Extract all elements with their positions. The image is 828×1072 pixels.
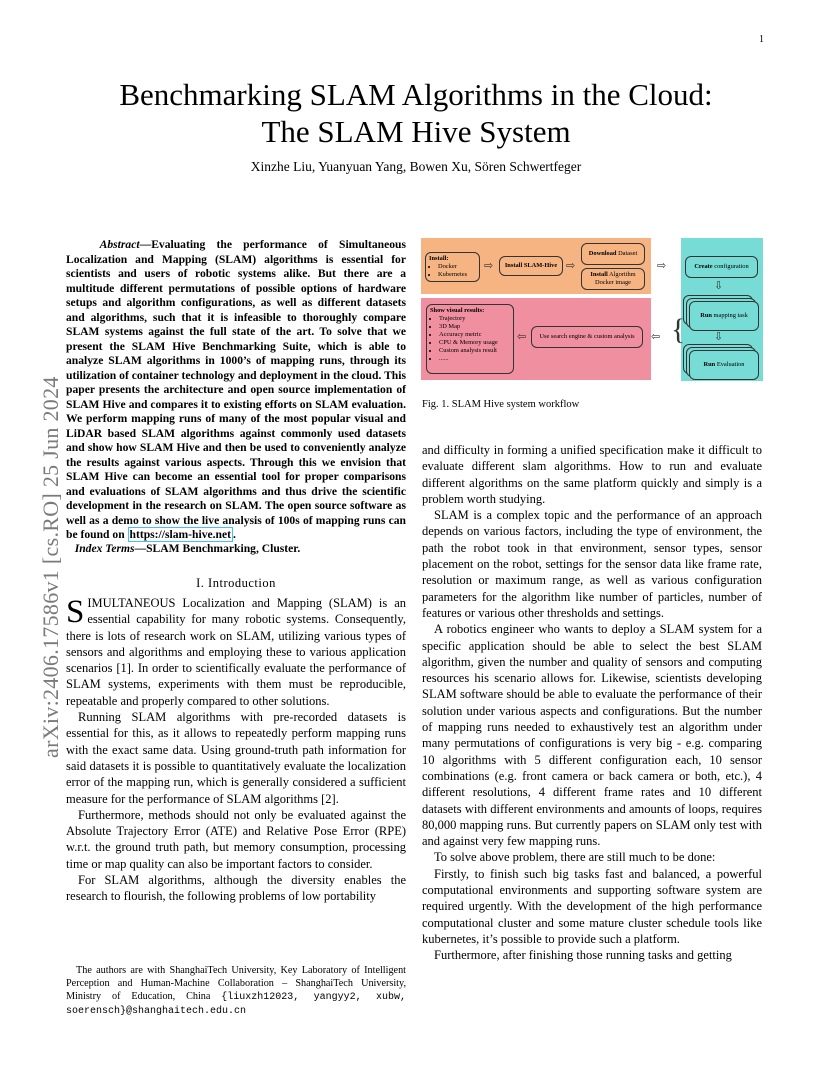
- title-line-1: Benchmarking SLAM Algorithms in the Cloud:: [119, 77, 713, 112]
- run-mapping-box: [689, 301, 759, 331]
- page-number: 1: [759, 34, 764, 45]
- install-algorithm-bold: Install: [590, 271, 608, 278]
- figure-caption: Fig. 1. SLAM Hive system workflow: [422, 399, 580, 410]
- install-item: • Kubernetes: [438, 271, 476, 279]
- install-item: • Docker: [438, 263, 476, 271]
- install-algorithm-rest: Algorithm Docker image: [594, 271, 636, 286]
- arrow-down-icon: ⇩: [714, 280, 724, 292]
- download-dataset-box: [581, 243, 645, 265]
- body-paragraph: A robotics engineer who wants to deploy a SLAM system for a specific application should be able to select the best SLAM algorithm, given the number and quality of sensors and computing resources his scenario allows for. Likewise, scientists developing SLAM software should be able to evaluate the performance of their solution under various aspects and configurations. But the number of mapping runs needed to exhaustively test an algorithm under many permutations of configurations is very big - e.g. comparing 10 algorithms with 5 different configuration each, 10 sensor combinations (e.g. front camera or back camera or both, etc.), 4 different resolutions, 4 different frame rates and 10 different datasets with different environments and amounts of loops, requires 80,000 mapping runs. But currently papers on SLAM only test with and against very few mapping runs.: [422, 622, 762, 849]
- result-item: • ......: [439, 355, 510, 363]
- footnote-emails: {liuxzh12023, yangyy2, xubw, soerensch}@shanghaitech.edu.cn: [66, 992, 406, 1017]
- arrow-left-icon: ⇦: [517, 331, 527, 343]
- body-paragraph: Furthermore, after finishing those running tasks and getting: [434, 948, 732, 963]
- arxiv-stamp: arXiv:2406.17586v1 [cs.RO] 25 Jun 2024: [38, 376, 63, 758]
- section-heading: I. Introduction: [196, 576, 276, 590]
- arrow-down-icon: ⇩: [714, 331, 724, 343]
- body-paragraph: SLAM is a complex topic and the performance of an approach depends on various factors, including the type of environment, the path the robot took in that environment, sensor types, sensor placement on the robot, settings for the sensor data like frame rate, resolution or maximum range, as well as various configuration parameters for the algorithm like number of particles, number of features or various other thresholds and settings.: [422, 508, 762, 620]
- download-bold: Download: [588, 250, 617, 257]
- abstract-end: .: [233, 528, 236, 541]
- run-mapping-bold: Run: [700, 312, 712, 319]
- show-results-box: [426, 304, 514, 374]
- title-line-2: The SLAM Hive System: [261, 114, 571, 149]
- intro-paragraph: Furthermore, methods should not only be evaluated against the Absolute Trajectory Error (ATE) and Relative Pose Error (RPE) w.r.t. the ground truth path, but memory consumption, processing time or map quality can also be important factors to consider.: [66, 807, 406, 871]
- intro-paragraph: [66, 595, 406, 709]
- download-rest: Dataset: [616, 250, 638, 257]
- index-terms-label: Index Terms: [74, 542, 135, 555]
- right-column: [422, 442, 762, 964]
- run-evaluation-box: [689, 350, 759, 380]
- arrow-left-icon: ⇦: [651, 331, 661, 343]
- drop-cap: S: [66, 594, 85, 630]
- run-evaluation-bold: Run: [703, 361, 716, 368]
- create-bold: Create: [694, 263, 713, 270]
- intro-paragraph: For SLAM algorithms, although the diversity enables the research to flourish, the following problems of low portability: [66, 873, 406, 904]
- result-item: • Accuracy metric: [439, 331, 510, 339]
- body-paragraph: To solve above problem, there are still much to be done:: [434, 850, 716, 865]
- install-hive-label: Install SLAM-Hive: [504, 262, 558, 269]
- run-evaluation-rest: Evaluation: [715, 361, 745, 368]
- arrow-right-icon: ⇨: [566, 260, 576, 272]
- index-terms-text: —SLAM Benchmarking, Cluster.: [134, 542, 301, 555]
- search-engine-box: [531, 326, 643, 348]
- abstract-label: Abstract: [99, 238, 140, 251]
- intro-p1: IMULTANEOUS Localization and Mapping (SLAM) is an essential capability for many robotic systems. Consequently, there is lots of research work on SLAM, utilizing various types of sensors and algorithms and employing these to various application scenarios [1]. In order to scientifically evaluate the performance of SLAM systems, experiments with them must be reproducible, repeatable and properly compared to other solutions.: [66, 596, 406, 708]
- create-rest: configuration: [712, 263, 749, 270]
- body-paragraph: and difficulty in forming a unified specification make it difficult to evaluate different slam algorithms. How to run and evaluate different algorithms on the same platform quickly and simply is a problem worth studying.: [422, 443, 762, 506]
- workflow-figure: [421, 238, 763, 382]
- install-title: Install:: [429, 255, 449, 262]
- result-item: • Custom analysis result: [439, 347, 510, 355]
- install-box: [425, 252, 480, 282]
- index-terms: [66, 541, 406, 557]
- abstract-text: —Evaluating the performance of Simultaneous Localization and Mapping (SLAM) algorithms is essential for scientists and users of robotic systems alike. But there are a multitude different permutations of possible options of hardware setups and algorithm configurations, as well as different datasets and algorithms, such that it is infeasible to thoroughly compare SLAM systems against the full state of the art. To solve that we present the SLAM Hive Benchmarking Suite, which is able to analyze SLAM algorithms in 1000’s of mapping runs, through its utilization of container technology and deployment in the cloud. This paper presents the architecture and open source implementation of SLAM Hive and compares it to existing efforts on SLAM evaluation. We perform mapping runs of many of the most popular visual and LiDAR based SLAM algorithms against commonly used datasets and show how SLAM Hive and then be used to conveniently analyze the results against various aspects. Through this we envision that SLAM Hive can become an essential tool for proper comparisons and evaluations of SLAM algorithms and thus drive the scientific development in the research on SLAM. The open source software as well as a demo to show the live analysis of 100s of mapping runs can be found on: [66, 238, 406, 541]
- result-item: • CPU & Memory usage: [439, 339, 510, 347]
- create-configuration-box: [685, 256, 758, 278]
- result-item: • Trajectory: [439, 315, 510, 323]
- footnote-text: The authors are with ShanghaiTech University, Key Laboratory of Intelligent Perception and Human-Machine Collaboration – ShanghaiTech University, Ministry of Education, China: [66, 965, 406, 1002]
- footnote: [66, 964, 406, 1018]
- search-engine-label: Use search engine & custom analysis: [539, 333, 635, 340]
- result-item: • 3D Map: [439, 323, 510, 331]
- introduction: [66, 595, 406, 905]
- intro-paragraph: Running SLAM algorithms with pre-recorded datasets is essential for this, as it allows to repeatedly perform mapping runs with the exact same data. Using ground-truth path information for said datasets it is possible to quantitatively evaluate the localization error of the mapping run, which is generally considered a sufficient measure for the performance of SLAM algorithms [2].: [66, 710, 406, 806]
- authors: Xinzhe Liu, Yuanyuan Yang, Bowen Xu, Sören Schwertfeger: [250, 159, 582, 174]
- bracket-icon: {: [671, 313, 686, 346]
- project-link[interactable]: https://slam-hive.net: [129, 528, 231, 541]
- abstract: [66, 238, 406, 543]
- arrow-right-icon: ⇨: [657, 260, 667, 272]
- paper-title: [66, 76, 766, 150]
- arrow-right-icon: ⇨: [484, 260, 494, 272]
- install-hive-box: [499, 256, 563, 276]
- body-paragraph: Firstly, to finish such big tasks fast and balanced, a powerful computational environments and supporting software system are required urgently. With the development of the high performance computational cluster and some mature cluster schedule tools like kubernetes, it’s possible to provide such a platform.: [422, 866, 762, 946]
- install-algorithm-box: [581, 268, 645, 290]
- run-mapping-rest: mapping task: [711, 312, 748, 319]
- show-results-title: Show visual results:: [430, 307, 485, 314]
